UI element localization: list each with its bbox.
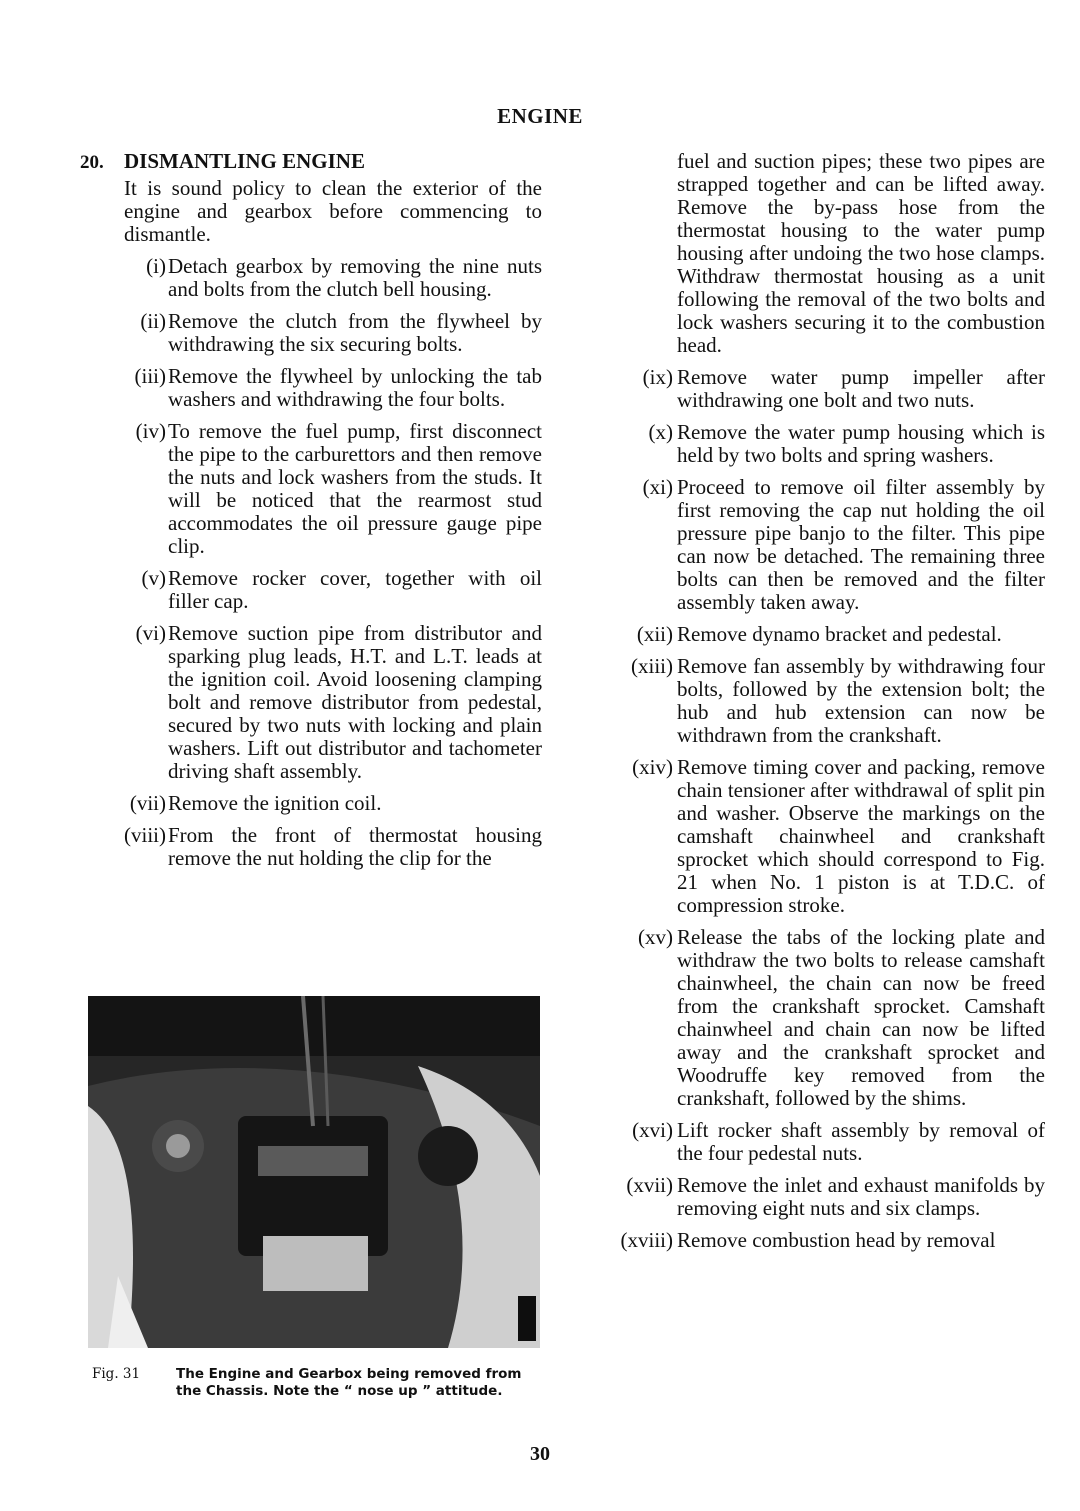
page-number: 30 [530,1443,550,1465]
item-text: Remove the inlet and exhaust manifolds by removing eight nuts and six clamps. [677,1173,1045,1220]
left-column [80,150,542,879]
item-number: (iii) [134,364,166,388]
item-text: Remove the flywheel by unlocking the tab washers and withdrawing the four bolts. [168,364,542,411]
right-column [605,150,1045,1261]
item-number: (v) [141,566,166,590]
item-text: Release the tabs of the locking plate and withdraw the two bolts to release camshaft chainwheel, the chain can now be freed from the crankshaft sprocket. Camshaft chainwheel and chain can now be lifted away and the crankshaft sprocket and Woodruffe key removed from the crankshaft, followed by the shims. [677,925,1045,1110]
list-item [80,567,542,613]
continued-paragraph: fuel and suction pipes; these two pipes are strapped together and can be lifted away. Remove the by-pass hose from the thermostat housing to the water pump housing after undoing the two hose clamps. Withdraw thermostat housing as a unit following the removal of the two bolts and lock washers securing it to the combustion head. [677,149,1045,357]
item-number: (xiv) [632,755,673,779]
item-number: (iv) [135,419,166,443]
item-number: (xv) [638,925,673,949]
list-item [605,1229,1045,1252]
figure-caption-text: The Engine and Gearbox being removed from the Chassis. Note the “ nose up ” attitude. [176,1366,522,1399]
list-item [605,926,1045,1110]
section-title: DISMANTLING ENGINE [124,149,365,173]
intro-paragraph: It is sound policy to clean the exterior of the engine and gearbox before commencing to dismantle. [124,176,542,246]
item-number: (vii) [129,791,166,815]
list-item [80,824,542,870]
item-text: To remove the fuel pump, first disconnect the pipe to the carburettors and then remove the nuts and lock washers from the studs. It will be noticed that the rearmost stud accommodates the oil pressure gauge pipe clip. [168,419,542,558]
item-text: Remove the water pump housing which is held by two bolts and spring washers. [677,420,1045,467]
item-number: (viii) [124,823,166,847]
list-item [605,366,1045,412]
engine-photo-illustration [88,996,540,1348]
item-number: (x) [648,420,673,444]
item-number: (xii) [636,622,673,646]
section-heading [80,150,542,174]
item-number: (ix) [642,365,673,389]
item-text: Remove the ignition coil. [168,791,382,815]
list-item [605,1174,1045,1220]
item-number: (xi) [642,475,673,499]
engine-photo [88,996,540,1348]
item-number: (vi) [135,621,166,645]
list-item [605,655,1045,747]
item-text: Remove dynamo bracket and pedestal. [677,622,1002,646]
item-number: (xvi) [632,1118,673,1142]
list-item [605,476,1045,614]
page-header: ENGINE [497,104,583,128]
item-text: Remove water pump impeller after withdrawing one bolt and two nuts. [677,365,1045,412]
figure-label: Fig. 31 [92,1366,141,1382]
list-item [605,756,1045,917]
item-text: Detach gearbox by removing the nine nuts and bolts from the clutch bell housing. [168,254,542,301]
figure-caption [92,1366,542,1400]
item-text: Remove the clutch from the flywheel by withdrawing the six securing bolts. [168,309,542,356]
list-item [605,1119,1045,1165]
item-text: Lift rocker shaft assembly by removal of the four pedestal nuts. [677,1118,1045,1165]
item-number: (i) [146,254,166,278]
item-text: Remove rocker cover, together with oil filler cap. [168,566,542,613]
item-number: (xiii) [631,654,673,678]
item-text: Remove fan assembly by withdrawing four bolts, followed by the extension bolt; the hub and hub extension can now be withdrawn from the crankshaft. [677,654,1045,747]
item-text: Remove combustion head by removal [677,1228,996,1252]
item-text: From the front of thermostat housing remove the nut holding the clip for the [168,823,542,870]
list-item [80,310,542,356]
list-item [605,623,1045,646]
list-item [80,420,542,558]
item-number: (xviii) [620,1228,673,1252]
item-text: Remove suction pipe from distributor and sparking plug leads, H.T. and L.T. leads at the ignition coil. Avoid loosening clamping bolt and remove distributor from pedestal, secured by two nuts with locking and plain washers. Lift out distributor and tachometer driving shaft assembly. [168,621,542,783]
section-number: 20. [80,152,104,173]
list-item [605,421,1045,467]
list-item [80,792,542,815]
list-item [80,255,542,301]
item-text: Remove timing cover and packing, remove chain tensioner after withdrawal of split pin and washer. Observe the markings on the camshaft chainwheel and crankshaft sprocket which should correspond to Fig. 21 when No. 1 piston is at T.D.C. of compression stroke. [677,755,1045,917]
item-number: (xvii) [626,1173,673,1197]
list-item [80,622,542,783]
item-number: (ii) [140,309,166,333]
item-text: Proceed to remove oil filter assembly by first removing the cap nut holding the oil pressure pipe banjo to the filter. This pipe can now be detached. The remaining three bolts can then be removed and the filter assembly taken away. [677,475,1045,614]
list-item [80,365,542,411]
